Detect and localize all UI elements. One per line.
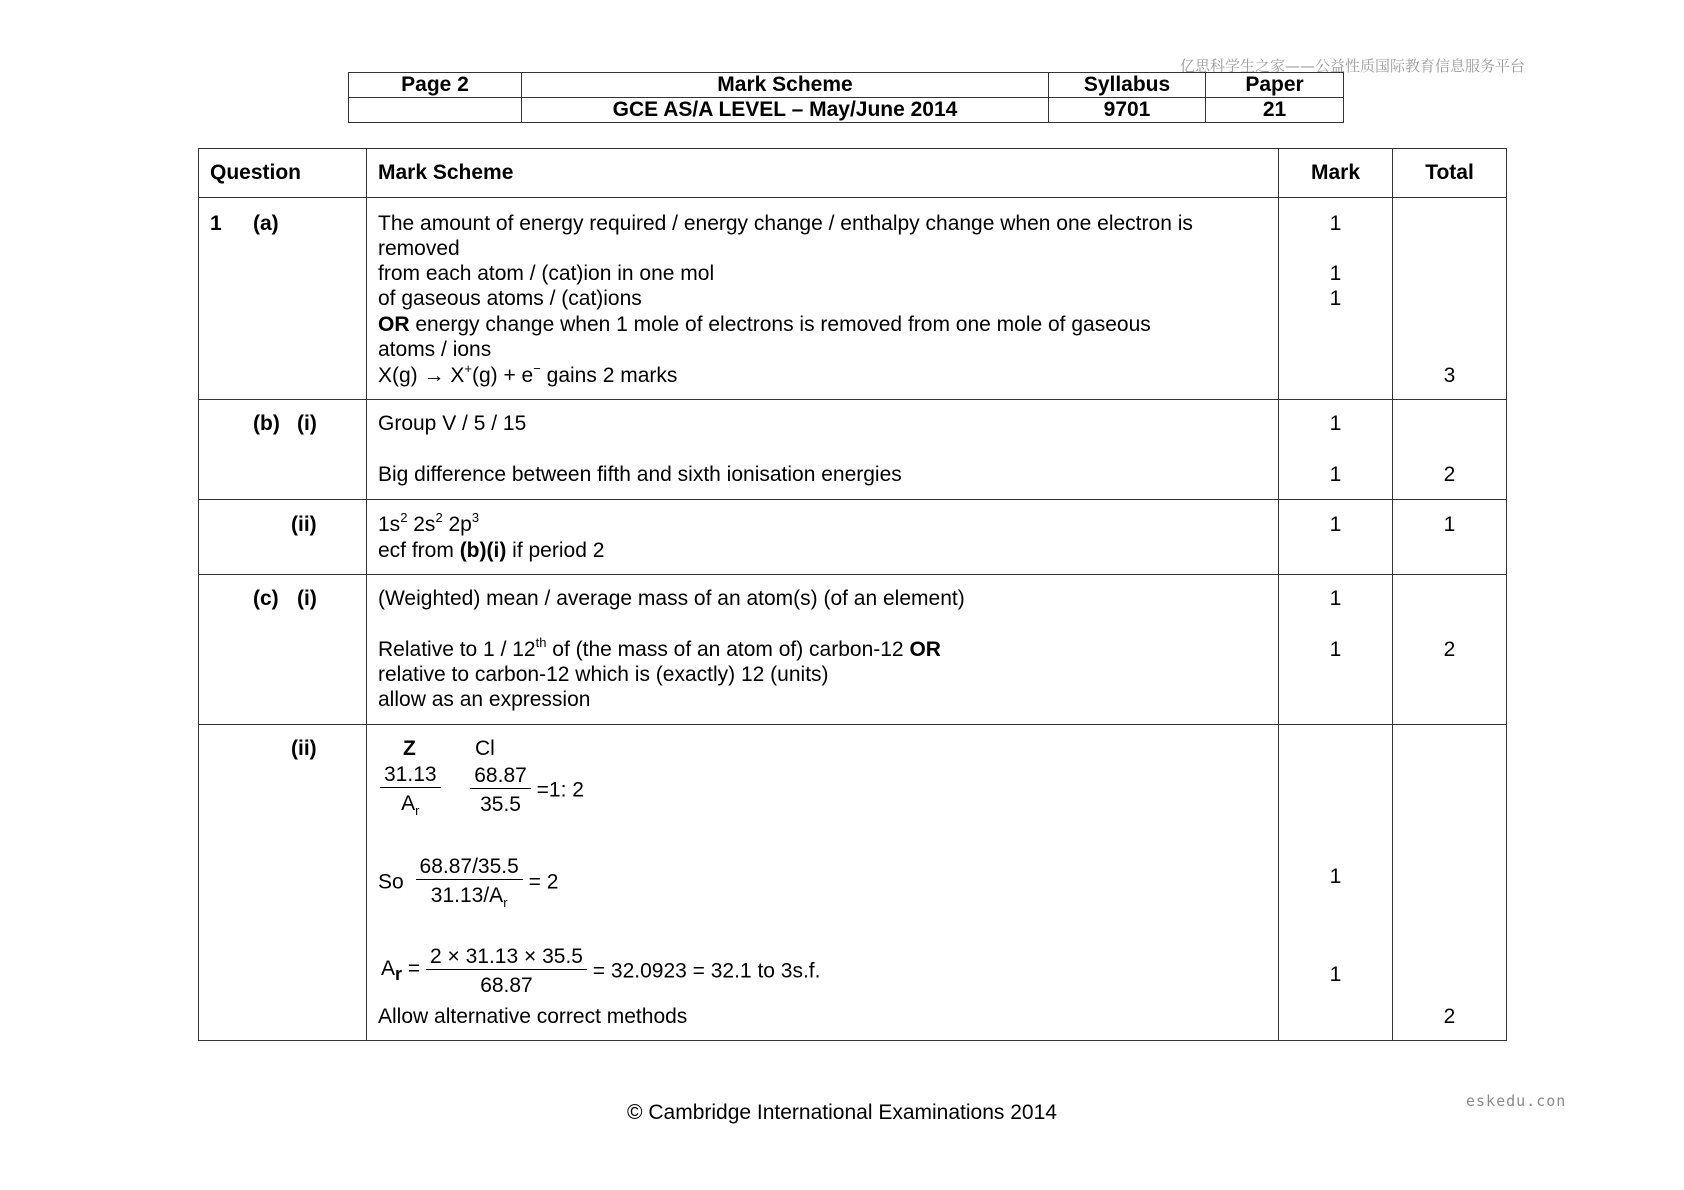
answer-line: relative to carbon-12 which is (exactly) 12 (units) bbox=[378, 663, 829, 686]
answer-cell bbox=[367, 500, 1279, 575]
col-total: Total bbox=[1393, 149, 1507, 198]
ar-text: A bbox=[381, 957, 396, 981]
question-cell bbox=[199, 575, 367, 725]
question-subpart: (i) bbox=[297, 587, 317, 610]
answer-line bbox=[378, 635, 941, 662]
or-keyword: OR bbox=[378, 313, 410, 336]
config-part: 1s bbox=[378, 513, 401, 536]
fraction-denominator: 68.87 bbox=[426, 969, 587, 998]
col-mark-scheme: Mark Scheme bbox=[367, 149, 1279, 198]
mark-cell bbox=[1279, 500, 1393, 575]
total-cell bbox=[1393, 400, 1507, 500]
table-row bbox=[199, 725, 1507, 1041]
config-sup: 2 bbox=[400, 510, 408, 525]
mark-value: 1 bbox=[1329, 463, 1342, 486]
so-line bbox=[378, 855, 558, 910]
answer-line: atoms / ions bbox=[378, 338, 492, 361]
answer-line bbox=[378, 313, 1151, 337]
answer-line: allow as an expression bbox=[378, 688, 591, 711]
fraction-denominator bbox=[416, 879, 523, 910]
mark-cell bbox=[1279, 575, 1393, 725]
fraction-cl bbox=[470, 764, 531, 817]
total-cell bbox=[1393, 725, 1507, 1041]
mark-cell bbox=[1279, 400, 1393, 500]
ratio-line bbox=[380, 763, 584, 818]
answer-cell bbox=[367, 575, 1279, 725]
subscript: r bbox=[503, 895, 508, 911]
watermark-site: eskedu.con bbox=[1466, 1092, 1567, 1110]
fraction-so bbox=[416, 855, 523, 910]
table-row bbox=[199, 400, 1507, 500]
mark-value: 1 bbox=[1329, 638, 1342, 661]
eq-part: (g) + e bbox=[471, 364, 534, 387]
answer-text: Relative to 1 / 12 bbox=[378, 638, 536, 661]
answer-text: of (the mass of an atom of) carbon-12 bbox=[546, 638, 910, 661]
electron-config bbox=[378, 510, 480, 537]
mark-cell bbox=[1279, 725, 1393, 1041]
denominator-text: A bbox=[401, 792, 416, 815]
question-cell bbox=[199, 500, 367, 575]
question-subpart: (ii) bbox=[291, 513, 317, 536]
fraction-denominator bbox=[380, 787, 441, 818]
heading-z: Z bbox=[403, 737, 416, 760]
fraction-numerator: 31.13 bbox=[384, 763, 437, 786]
fraction-denominator: 35.5 bbox=[470, 788, 531, 817]
eq-sup: − bbox=[533, 361, 541, 376]
config-part: 2s bbox=[407, 513, 436, 536]
answer-cell bbox=[367, 198, 1279, 400]
answer-text: energy change when 1 mole of electrons is removed from one mole of gaseous bbox=[409, 313, 1151, 336]
question-subpart: (i) bbox=[297, 412, 317, 435]
answer-line: The amount of energy required / energy change / enthalpy change when one electron is bbox=[378, 212, 1193, 235]
total-cell bbox=[1393, 500, 1507, 575]
or-keyword: OR bbox=[909, 638, 941, 661]
copyright-footer: © Cambridge International Examinations 2014 bbox=[627, 1101, 1057, 1124]
question-cell bbox=[199, 400, 367, 500]
syllabus-code: 9701 bbox=[1049, 98, 1206, 123]
ar-line bbox=[381, 945, 820, 998]
total-cell bbox=[1393, 575, 1507, 725]
fraction-numerator: 2 × 31.13 × 35.5 bbox=[429, 945, 583, 968]
mark-value: 1 bbox=[1329, 963, 1342, 986]
answer-line: from each atom / (cat)ion in one mol bbox=[378, 262, 715, 285]
config-sup: 2 bbox=[435, 510, 443, 525]
table-row bbox=[199, 575, 1507, 725]
total-value: 2 bbox=[1443, 1005, 1456, 1028]
ar-symbol: $A_r$ = bbox=[381, 957, 421, 985]
total-cell bbox=[1393, 198, 1507, 400]
total-value: 3 bbox=[1443, 364, 1456, 387]
answer-cell bbox=[367, 725, 1279, 1041]
mark-value: 1 bbox=[1329, 212, 1342, 235]
answer-line: Group V / 5 / 15 bbox=[378, 412, 527, 435]
config-part: 2p bbox=[442, 513, 472, 536]
fraction-numerator: 68.87/35.5 bbox=[419, 855, 519, 878]
col-question: Question bbox=[199, 149, 367, 198]
fraction-ar bbox=[426, 945, 587, 998]
answer-line: Big difference between fifth and sixth ionisation energies bbox=[378, 463, 902, 486]
header-table bbox=[348, 72, 1344, 123]
so-label: So bbox=[378, 870, 404, 894]
ratio-result: =1: 2 bbox=[536, 778, 584, 802]
ordinal-sup: th bbox=[535, 635, 547, 650]
page-label: Page 2 bbox=[349, 73, 522, 98]
question-part: (a) bbox=[253, 212, 279, 235]
eq-part: gains 2 marks bbox=[540, 364, 678, 387]
syllabus-label: Syllabus bbox=[1049, 73, 1206, 98]
paper-label: Paper bbox=[1206, 73, 1344, 98]
answer-line: (Weighted) mean / average mass of an atom(s) (of an element) bbox=[378, 587, 965, 610]
answer-line bbox=[378, 539, 604, 563]
answer-cell bbox=[367, 400, 1279, 500]
ecf-reference: (b)(i) bbox=[459, 539, 507, 562]
paper-number: 21 bbox=[1206, 98, 1344, 123]
mark-value: 1 bbox=[1329, 262, 1342, 285]
mark-value: 1 bbox=[1329, 513, 1342, 536]
mark-value: 1 bbox=[1329, 865, 1342, 888]
exam-title: GCE AS/A LEVEL – May/June 2014 bbox=[522, 98, 1049, 123]
eq-sup: + bbox=[464, 361, 472, 376]
fraction-numerator: 68.87 bbox=[474, 764, 527, 788]
answer-line: removed bbox=[378, 237, 460, 260]
subscript: r bbox=[415, 803, 420, 819]
watermark-chinese: 亿思科学生之家——公益性质国际教育信息服务平台 bbox=[1180, 57, 1526, 75]
subscript: r bbox=[395, 964, 403, 985]
mark-scheme-table bbox=[198, 148, 1507, 1041]
answer-text: if period 2 bbox=[506, 539, 605, 562]
answer-text: ecf from bbox=[378, 539, 460, 562]
denominator-text: 31.13/A bbox=[430, 884, 504, 907]
config-sup: 3 bbox=[471, 510, 480, 525]
question-cell bbox=[199, 198, 367, 400]
question-subpart: (ii) bbox=[291, 737, 317, 760]
mark-value: 1 bbox=[1329, 412, 1342, 435]
mark-value: 1 bbox=[1329, 287, 1342, 310]
table-row bbox=[199, 198, 1507, 400]
so-result: = 2 bbox=[528, 870, 559, 894]
col-mark: Mark bbox=[1279, 149, 1393, 198]
ar-result: = 32.0923 = 32.1 to 3s.f. bbox=[592, 959, 821, 983]
mark-scheme-label: Mark Scheme bbox=[522, 73, 1049, 98]
question-part: (b) bbox=[253, 412, 280, 435]
question-cell bbox=[199, 725, 367, 1041]
empty-cell bbox=[349, 98, 522, 123]
table-row bbox=[199, 500, 1507, 575]
question-part: (c) bbox=[253, 587, 279, 610]
mark-value: 1 bbox=[1329, 587, 1342, 610]
question-number: 1 bbox=[210, 212, 222, 235]
answer-line: of gaseous atoms / (cat)ions bbox=[378, 287, 642, 310]
total-value: 2 bbox=[1443, 463, 1456, 486]
equation-line bbox=[378, 361, 678, 388]
answer-line: Allow alternative correct methods bbox=[378, 1005, 688, 1028]
fraction-z bbox=[380, 763, 441, 818]
mark-cell bbox=[1279, 198, 1393, 400]
eq-part: X(g) → X bbox=[378, 364, 465, 387]
heading-cl: Cl bbox=[475, 737, 495, 760]
total-value: 2 bbox=[1443, 638, 1456, 661]
total-value: 1 bbox=[1443, 513, 1456, 536]
